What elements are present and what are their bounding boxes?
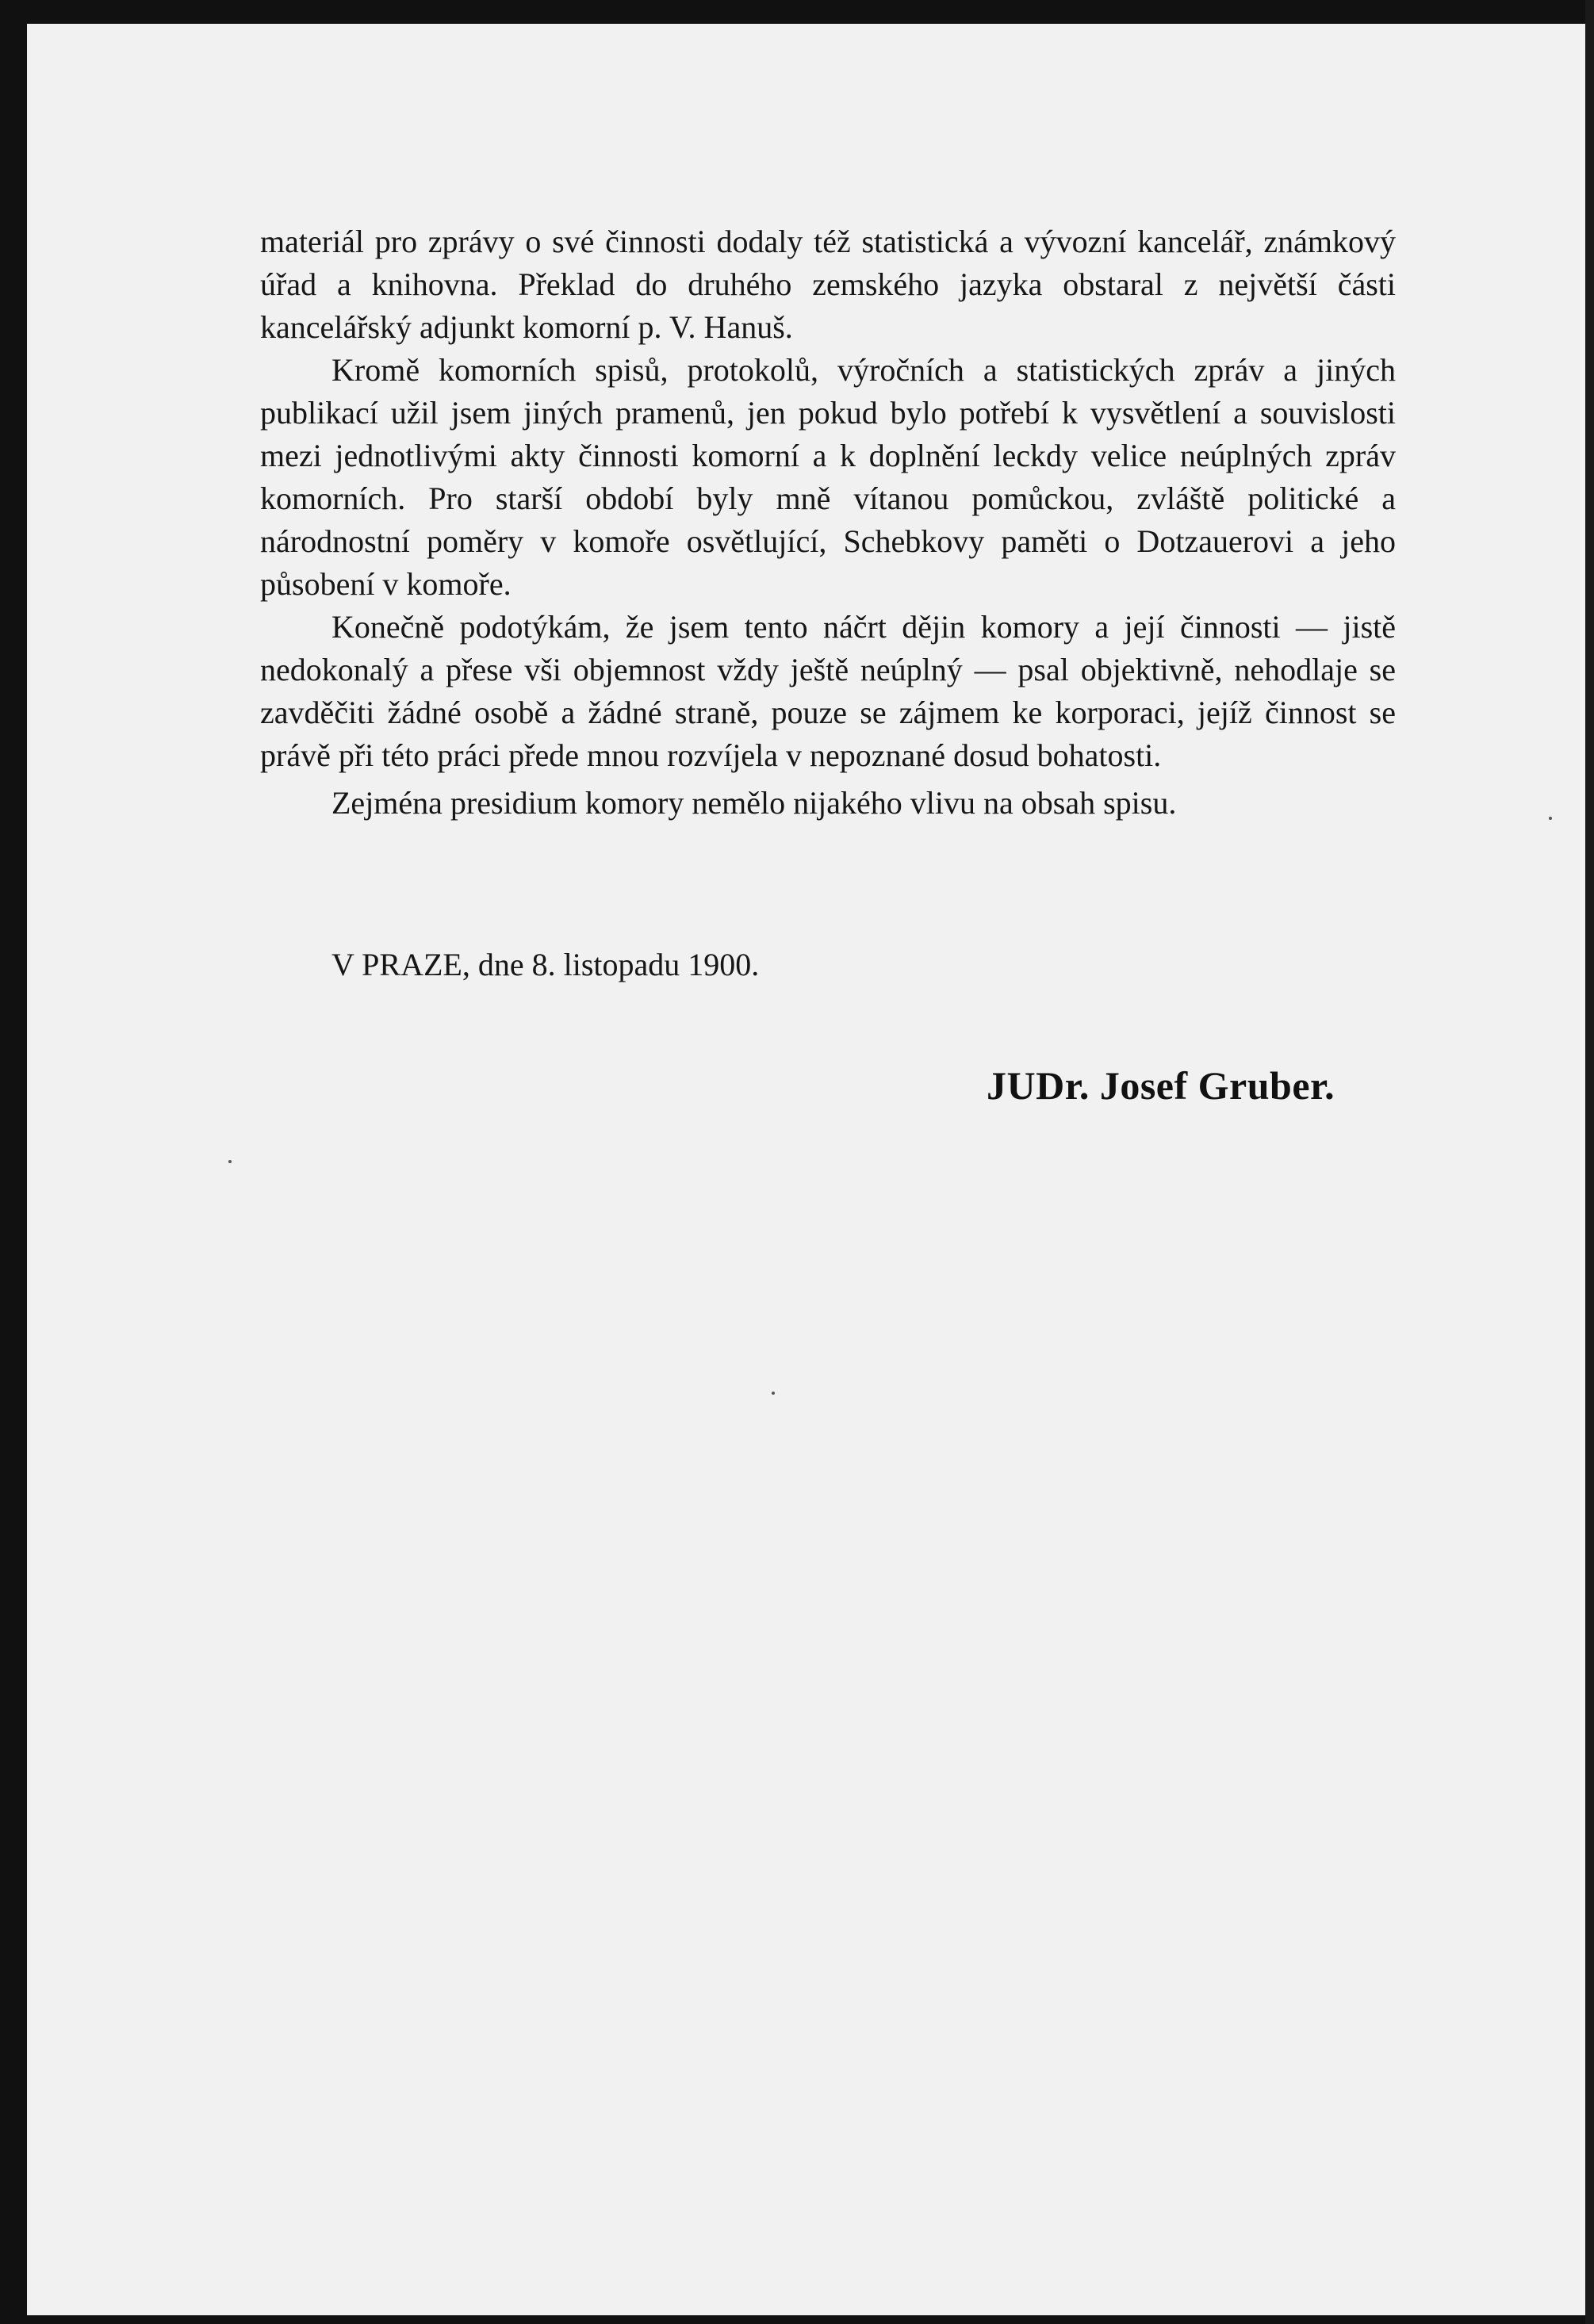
body-text	[260, 220, 1396, 825]
paragraph-presidium: Zejména presidium komory nemělo nijakého vlivu na obsah spisu.	[331, 785, 1177, 821]
scan-speck	[772, 1392, 775, 1395]
author-signature: JUDr. Josef Gruber.	[987, 1063, 1335, 1108]
paragraph-continuation: materiál pro zprávy o své činnosti dodaly též statistická a vývozní kancelář, známkový úřad a knihovna. Překlad do druhého zemského jazyka obstaral z největší části kancelářský adjunkt komorní p. V. Hanuš.	[260, 224, 1396, 345]
paragraph-conclusion: Konečně podotýkám, že jsem tento náčrt dějin komory a její činnosti — jistě nedokonalý a přese vši objemnost vždy ještě neúplný — psal objektivně, nehodlaje se zavděčiti žádné osobě a žádné straně, pouze se zájmem ke korporaci, jejíž činnost se právě při této práci přede mnou rozvíjela v nepoznané dosud bohatosti.	[260, 609, 1396, 773]
scan-edge	[1585, 0, 1594, 2324]
place-date-line: V PRAZE, dne 8. listopadu 1900.	[331, 947, 760, 982]
scan-speck	[228, 1160, 232, 1163]
scan-speck	[1549, 817, 1552, 820]
paragraph-sources: Kromě komorních spisů, protokolů, výročních a statistických zpráv a jiných publikací užil jsem jiných pramenů, jen pokud bylo potřebí k vysvětlení a souvislosti mezi jednotlivými akty činnosti komorní a k doplnění leckdy velice neúplných zpráv komorních. Pro starší období byly mně vítanou pomůckou, zvláště politické a národnostní poměry v komoře osvětlující, Schebkovy paměti o Dotzauerovi a jeho působení v komoře.	[260, 352, 1396, 602]
